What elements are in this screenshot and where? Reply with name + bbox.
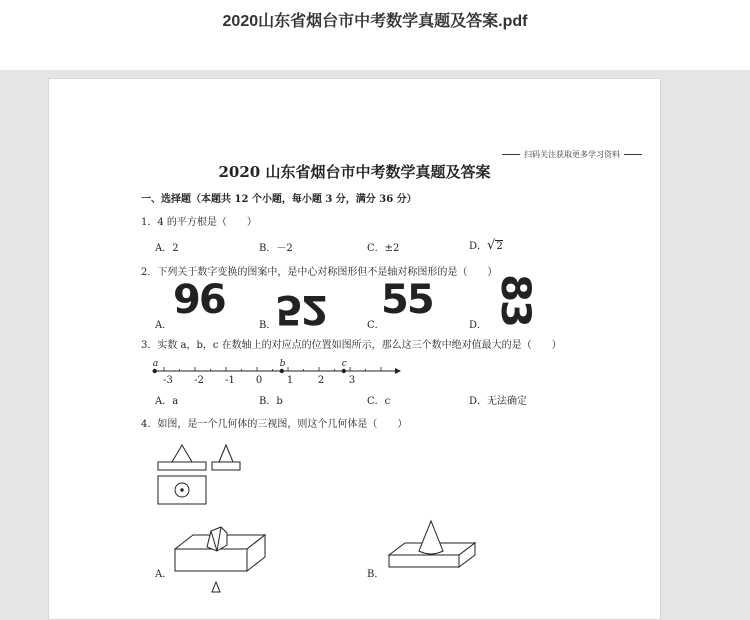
q3-option-d: D．无法确定 — [469, 396, 528, 407]
q2-label-a: A． — [155, 320, 173, 331]
number-line-point-label-c: c — [341, 359, 347, 369]
number-line-tick-label: 3 — [348, 375, 356, 386]
q4-label-a: A． — [155, 569, 173, 580]
number-line — [149, 351, 409, 391]
q1-option-b: B．－2 — [259, 243, 293, 254]
number-line-tick-label: 2 — [317, 375, 325, 386]
number-line-tick-label: -1 — [225, 375, 235, 386]
q1-stem: 1．4 的平方根是（ ） — [141, 217, 257, 228]
side-view-triangle — [219, 445, 233, 462]
q2-label-c: C． — [367, 320, 385, 331]
cone-on-prism — [419, 521, 443, 554]
prism-front-face — [175, 549, 247, 571]
ad-banner-text: 扫码关注获取更多学习资料 — [524, 150, 620, 159]
three-view-figure — [157, 441, 247, 505]
q1-option-d — [469, 237, 503, 253]
side-view-base — [212, 462, 240, 470]
front-view-triangle — [172, 445, 192, 462]
number-line-point-b — [280, 369, 284, 373]
doc-title: 2020 山东省烟台市中考数学真题及答案 — [218, 163, 491, 181]
q2-stem: 2．下列关于数字变换的图案中，是中心对称图形但不是轴对称图形的是（ ） — [141, 267, 498, 278]
prism-front-face-b — [389, 555, 459, 567]
q4-solid-a — [169, 521, 269, 585]
q3-option-a: A．a — [155, 396, 179, 407]
number-line-tick-label: 0 — [255, 375, 263, 386]
q4-solid-b — [385, 519, 481, 575]
file-title: 2020山东省烟台市中考数学真题及答案.pdf — [222, 13, 528, 30]
sqrt-sign: √ — [487, 238, 496, 253]
document-page[interactable] — [48, 78, 661, 620]
ad-line-left — [502, 154, 520, 155]
number-line-tick-label: 1 — [286, 375, 294, 386]
q3-stem: 3．实数 a，b，c 在数轴上的对应点的位置如图所示，那么这三个数中绝对值最大的是（ ） — [141, 340, 562, 351]
q2-figure-b: 52 — [275, 286, 327, 333]
q2-figure-a: 96 — [173, 277, 225, 323]
section-heading: 一、选择题（本题共 12 个小题，每小题 3 分，满分 36 分） — [141, 194, 417, 205]
number-line-point-label-a: a — [152, 359, 159, 369]
number-line-point-c — [342, 369, 346, 373]
q4-stem: 4．如图，是一个几何体的三视图，则这个几何体是（ ） — [141, 419, 408, 430]
number-line-point-a — [153, 369, 157, 373]
ad-line-right — [624, 154, 642, 155]
q4-label-b: B． — [367, 569, 385, 580]
q4-solid-c-partial — [209, 581, 223, 593]
q2-label-b: B． — [259, 320, 277, 331]
q2-label-d: D． — [469, 320, 488, 331]
q3-option-c: C．c — [367, 396, 391, 407]
number-line-point-label-b: b — [279, 359, 286, 369]
q1-option-c: C．±2 — [367, 243, 400, 254]
number-line-tick-label: -2 — [194, 375, 204, 386]
viewer-header — [0, 0, 750, 70]
top-view-center — [181, 489, 183, 491]
q1-option-d-label: D． — [469, 241, 488, 252]
number-line-tick-label: -3 — [163, 375, 173, 386]
q1-option-a: A．2 — [155, 243, 179, 254]
q2-figure-d: 83 — [491, 274, 538, 326]
ad-banner — [502, 149, 642, 160]
q3-option-b: B．b — [259, 396, 283, 407]
number-line-arrow — [395, 368, 401, 374]
front-view-base — [158, 462, 206, 470]
q2-figure-c: 55 — [381, 277, 433, 323]
sqrt-radicand: 2 — [496, 241, 503, 252]
